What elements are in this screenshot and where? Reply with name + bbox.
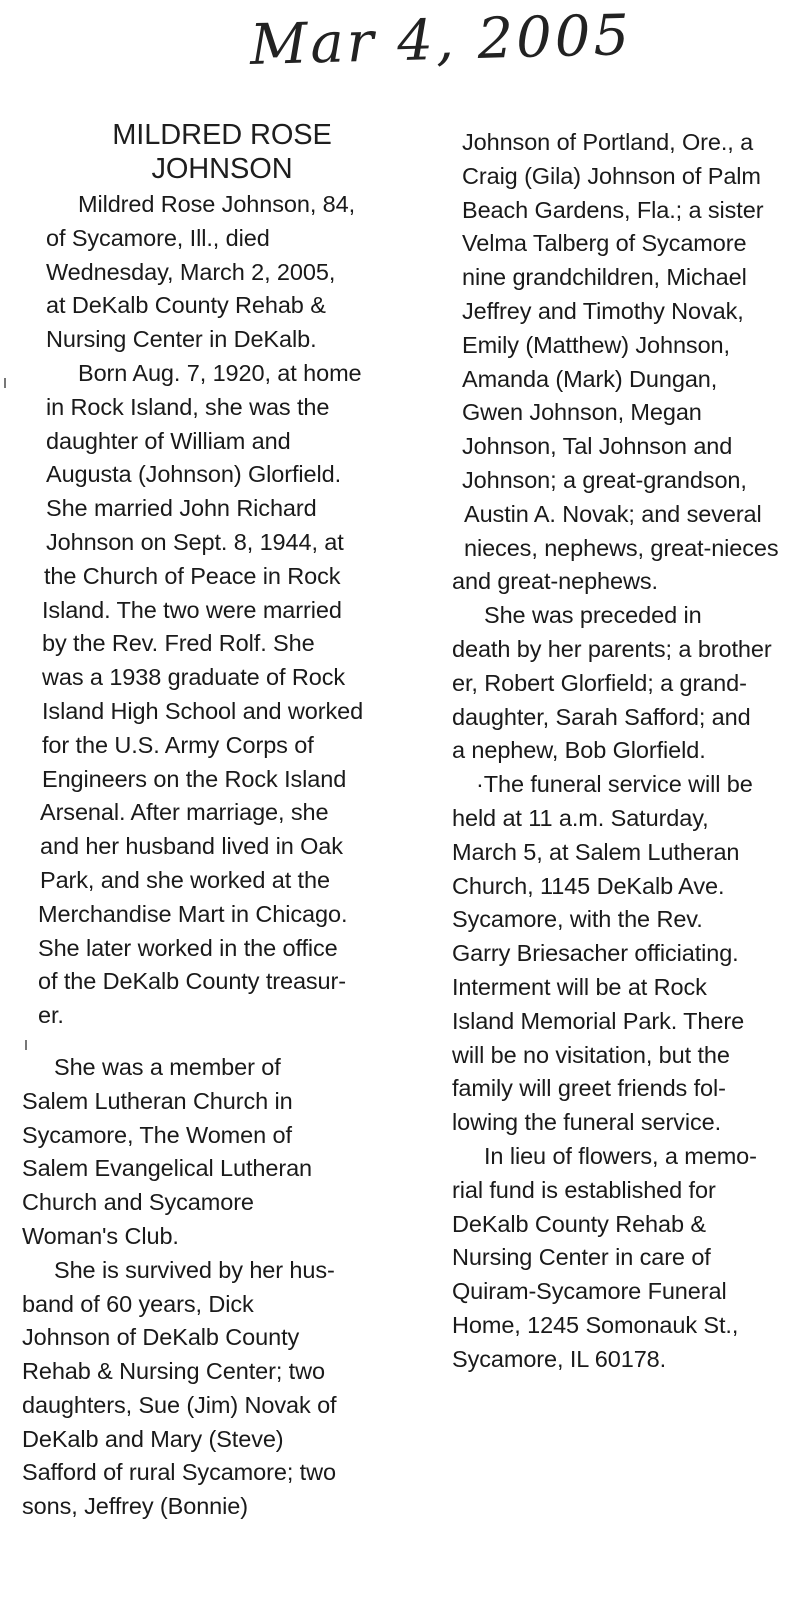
stray-mark: [25, 1040, 27, 1050]
text-line: band of 60 years, Dick: [22, 1290, 254, 1317]
text-line: Johnson of Portland, Ore., a: [462, 129, 754, 155]
text-line: She married John Richard: [46, 495, 317, 522]
text-line: Mildred Rose Johnson, 84,: [78, 191, 356, 217]
text-line: Sycamore, The Women of: [22, 1121, 292, 1148]
text-line: Island. The two were married: [42, 596, 342, 623]
text-line: Island Memorial Park. There: [452, 1007, 745, 1034]
text-line: was a 1938 graduate of Rock: [42, 664, 345, 691]
text-line: Church and Sycamore: [22, 1189, 254, 1216]
text-line: Born Aug. 7, 1920, at home: [78, 359, 362, 386]
text-line: death by her parents; a brother: [452, 635, 772, 662]
text-line: Velma Talberg of Sycamore: [462, 230, 747, 257]
stray-mark: [4, 378, 6, 388]
text-line: DeKalb County Rehab &: [452, 1210, 706, 1237]
text-line: daughter, Sarah Safford; and: [452, 703, 751, 730]
text-line: Augusta (Johnson) Glorfield.: [46, 461, 342, 488]
text-line: She was a member of: [54, 1053, 281, 1080]
text-line: held at 11 a.m. Saturday,: [452, 804, 709, 831]
text-line: Church, 1145 DeKalb Ave.: [452, 872, 725, 899]
text-line: Rehab & Nursing Center; two: [22, 1358, 325, 1385]
text-line: family will greet friends fol-: [452, 1075, 726, 1102]
text-line: Amanda (Mark) Dungan,: [462, 365, 718, 392]
text-line: Home, 1245 Somonauk St.,: [452, 1311, 739, 1338]
text-line: daughter of William and: [46, 427, 291, 454]
text-line: by the Rev. Fred Rolf. She: [42, 630, 315, 657]
text-line: Johnson, Tal Johnson and: [462, 433, 733, 460]
text-line: Salem Lutheran Church in: [22, 1087, 293, 1114]
right-column-text: [452, 126, 798, 1376]
text-line: Woman's Club.: [22, 1222, 179, 1249]
text-line: and great-nephews.: [452, 568, 658, 595]
text-line: in Rock Island, she was the: [46, 393, 330, 420]
headline-line-2: JOHNSON: [151, 153, 293, 185]
text-line: Engineers on the Rock Island: [42, 765, 347, 792]
text-line: daughters, Sue (Jim) Novak of: [22, 1391, 337, 1418]
text-line: Johnson on Sept. 8, 1944, at: [46, 528, 344, 555]
text-line: She was preceded in: [484, 602, 702, 629]
text-line: Sycamore, with the Rev.: [452, 906, 703, 933]
text-line: Arsenal. After marriage, she: [40, 799, 329, 826]
text-line: er, Robert Glorfield; a grand-: [452, 669, 747, 696]
text-line: Island High School and worked: [42, 697, 364, 724]
left-column-text: [22, 188, 402, 1524]
text-line: Emily (Matthew) Johnson,: [462, 331, 730, 358]
text-line: ·The funeral service will be: [476, 771, 753, 798]
text-line: Nursing Center in care of: [452, 1244, 711, 1271]
obituary-headline: [22, 118, 402, 186]
text-line: Garry Briesacher officiating.: [452, 940, 739, 967]
text-line: March 5, at Salem Lutheran: [452, 838, 740, 865]
text-line: She later worked in the office: [38, 934, 338, 961]
text-line: and her husband lived in Oak: [40, 833, 343, 860]
text-line: She is survived by her hus-: [54, 1256, 335, 1283]
text-line: Merchandise Mart in Chicago.: [38, 900, 348, 927]
text-line: the Church of Peace in Rock: [44, 562, 341, 589]
text-line: rial fund is established for: [452, 1176, 716, 1203]
right-column: [452, 126, 798, 1376]
text-line: Johnson; a great-grandson,: [462, 466, 747, 493]
text-line: Quiram-Sycamore Funeral: [452, 1278, 727, 1305]
text-line: DeKalb and Mary (Steve): [22, 1425, 284, 1452]
text-line: a nephew, Bob Glorfield.: [452, 737, 706, 764]
text-line: of Sycamore, Ill., died: [46, 224, 270, 251]
text-line: Johnson of DeKalb County: [22, 1324, 300, 1351]
text-line: for the U.S. Army Corps of: [42, 731, 314, 758]
text-line: lowing the funeral service.: [452, 1109, 721, 1136]
text-line: In lieu of flowers, a memo-: [484, 1142, 757, 1169]
text-line: Salem Evangelical Lutheran: [22, 1155, 313, 1182]
text-line: nieces, nephews, great-nieces: [464, 534, 779, 561]
text-line: Craig (Gila) Johnson of Palm: [462, 162, 761, 189]
text-line: nine grandchildren, Michael: [462, 264, 747, 291]
text-line: sons, Jeffrey (Bonnie): [22, 1493, 248, 1520]
left-column: [22, 118, 402, 1524]
text-line: Nursing Center in DeKalb.: [46, 326, 317, 353]
headline-line-1: MILDRED ROSE: [112, 119, 332, 151]
text-line: er.: [38, 1002, 64, 1029]
text-line: Sycamore, IL 60178.: [452, 1345, 667, 1372]
text-line: Beach Gardens, Fla.; a sister: [462, 196, 764, 223]
text-line: of the DeKalb County treasur-: [38, 968, 346, 995]
text-line: Gwen Johnson, Megan: [462, 399, 702, 426]
text-line: Austin A. Novak; and several: [464, 500, 762, 527]
text-line: at DeKalb County Rehab &: [46, 292, 326, 319]
text-line: Safford of rural Sycamore; two: [22, 1459, 336, 1486]
text-line: Jeffrey and Timothy Novak,: [462, 297, 744, 324]
text-line: Wednesday, March 2, 2005,: [46, 258, 336, 285]
text-line: Park, and she worked at the: [40, 866, 330, 893]
handwritten-date: Mar 4, 2005: [249, 3, 633, 78]
text-line: Interment will be at Rock: [452, 973, 707, 1000]
text-line: will be no visitation, but the: [452, 1041, 730, 1068]
text-line: [22, 1033, 402, 1051]
